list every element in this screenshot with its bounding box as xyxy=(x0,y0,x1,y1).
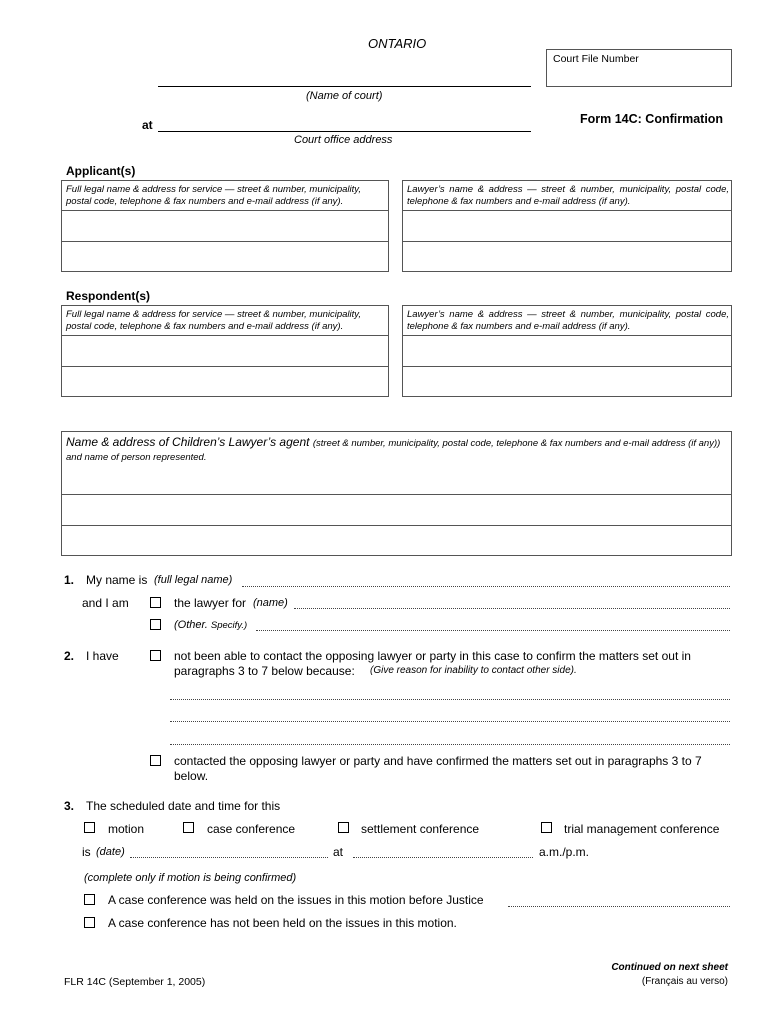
item-2-label: I have xyxy=(86,649,119,663)
item-1-label: My name is xyxy=(86,573,148,587)
item-3-number: 3. xyxy=(64,799,75,813)
applicant-party-box xyxy=(61,180,389,272)
respondent-party-row[interactable] xyxy=(62,335,388,367)
applicant-lawyer-row[interactable] xyxy=(403,241,731,273)
other-specify-line[interactable] xyxy=(256,630,730,631)
conference-held-text: A case conference was held on the issues in this motion before Justice xyxy=(108,893,484,907)
applicant-party-row[interactable] xyxy=(62,210,388,242)
not-contacted-hint: (Give reason for inability to contact other side). xyxy=(370,665,577,676)
lawyer-for-name-line[interactable] xyxy=(294,608,730,609)
respondents-heading: Respondent(s) xyxy=(66,289,150,303)
childrens-lawyer-box xyxy=(61,431,732,556)
settlement-conference-checkbox[interactable] xyxy=(338,822,349,833)
form-id: FLR 14C (September 1, 2005) xyxy=(64,976,206,988)
lawyer-for-checkbox[interactable] xyxy=(150,597,161,608)
name-of-court-line[interactable] xyxy=(158,86,531,87)
case-conference-checkbox[interactable] xyxy=(183,822,194,833)
item-3-label: The scheduled date and time for this xyxy=(86,799,281,813)
reason-line[interactable] xyxy=(170,744,730,745)
childrens-lawyer-row[interactable] xyxy=(62,494,731,526)
item-1-hint: (full legal name) xyxy=(154,574,233,586)
other-label xyxy=(174,619,247,631)
applicant-party-hint: Full legal name & address for service — street & number, municipality, postal code, telephone & fax numbers and e-mail address (if any). xyxy=(66,184,361,207)
respondent-party-row[interactable] xyxy=(62,366,388,398)
province-heading: ONTARIO xyxy=(368,36,427,51)
trial-management-conference-checkbox[interactable] xyxy=(541,822,552,833)
court-address-line[interactable] xyxy=(158,131,531,132)
applicant-lawyer-box xyxy=(402,180,732,272)
and-i-am-label: and I am xyxy=(82,596,129,610)
continued-note: Continued on next sheet xyxy=(611,962,728,973)
respondent-lawyer-box xyxy=(402,305,732,397)
item-1-number: 1. xyxy=(64,573,75,587)
respondent-lawyer-hint: Lawyer’s name & address — street & number, municipality, postal code, telephone & fax numbers and e-mail address (if any). xyxy=(407,309,729,332)
date-hint: (date) xyxy=(96,846,125,858)
motion-checkbox[interactable] xyxy=(84,822,95,833)
full-name-line[interactable] xyxy=(242,586,730,587)
motion-note: (complete only if motion is being confirmed) xyxy=(84,872,297,884)
time-line[interactable] xyxy=(353,857,533,858)
conference-not-held-checkbox[interactable] xyxy=(84,917,95,928)
childrens-lawyer-caption xyxy=(66,436,728,464)
respondent-party-box xyxy=(61,305,389,397)
applicant-lawyer-hint: Lawyer’s name & address — street & number, municipality, postal code, telephone & fax numbers and e-mail address (if any). xyxy=(407,184,729,207)
lawyer-for-label: the lawyer for xyxy=(174,596,247,610)
applicant-party-row[interactable] xyxy=(62,241,388,273)
respondent-lawyer-row[interactable] xyxy=(403,335,731,367)
lawyer-for-name-hint: (name) xyxy=(253,597,288,609)
childrens-lawyer-row[interactable] xyxy=(62,525,731,557)
french-note: (Français au verso) xyxy=(641,976,728,987)
applicants-heading: Applicant(s) xyxy=(66,164,136,178)
contacted-text-line1: contacted the opposing lawyer or party and have confirmed the matters set out in paragraphs 3 to 7 xyxy=(174,754,702,768)
date-line[interactable] xyxy=(130,857,328,858)
contacted-checkbox[interactable] xyxy=(150,755,161,766)
justice-name-line[interactable] xyxy=(508,906,730,907)
respondent-party-hint: Full legal name & address for service — street & number, municipality, postal code, telephone & fax numbers and e-mail address (if any). xyxy=(66,309,361,332)
other-text: (Other. xyxy=(174,619,208,631)
not-contacted-text-line2: paragraphs 3 to 7 below because: xyxy=(174,664,355,678)
reason-line[interactable] xyxy=(170,699,730,700)
form-title: Form 14C: Confirmation xyxy=(580,112,724,126)
court-file-number-box[interactable] xyxy=(546,49,732,87)
conference-not-held-text: A case conference has not been held on the issues in this motion. xyxy=(108,916,457,930)
respondent-lawyer-row[interactable] xyxy=(403,366,731,398)
not-contacted-checkbox[interactable] xyxy=(150,650,161,661)
not-contacted-text-line1: not been able to contact the opposing lawyer or party in this case to confirm the matters set out in xyxy=(174,649,691,663)
name-of-court-label: (Name of court) xyxy=(306,90,383,102)
is-label: is xyxy=(82,845,91,859)
am-pm-label: a.m./p.m. xyxy=(539,845,590,859)
court-office-address-label: Court office address xyxy=(294,134,393,146)
reason-line[interactable] xyxy=(170,721,730,722)
item-2-number: 2. xyxy=(64,649,75,663)
court-file-number-label: Court File Number xyxy=(553,53,639,65)
childrens-lawyer-hint: (street & number, municipality, postal code, telephone & fax numbers and e-mail address (if any)) and name of person represented. xyxy=(66,438,721,463)
at-label: at xyxy=(142,118,153,132)
specify-text: Specify.) xyxy=(210,620,248,631)
other-checkbox[interactable] xyxy=(150,619,161,630)
motion-label: motion xyxy=(108,822,145,836)
trial-management-conference-label: trial management conference xyxy=(564,822,720,836)
contacted-text-line2: below. xyxy=(174,769,209,783)
conference-held-checkbox[interactable] xyxy=(84,894,95,905)
at-time-label: at xyxy=(333,845,344,859)
case-conference-label: case conference xyxy=(207,822,296,836)
childrens-lawyer-title: Name & address of Children’s Lawyer’s agent xyxy=(66,435,310,449)
applicant-lawyer-row[interactable] xyxy=(403,210,731,242)
settlement-conference-label: settlement conference xyxy=(361,822,480,836)
